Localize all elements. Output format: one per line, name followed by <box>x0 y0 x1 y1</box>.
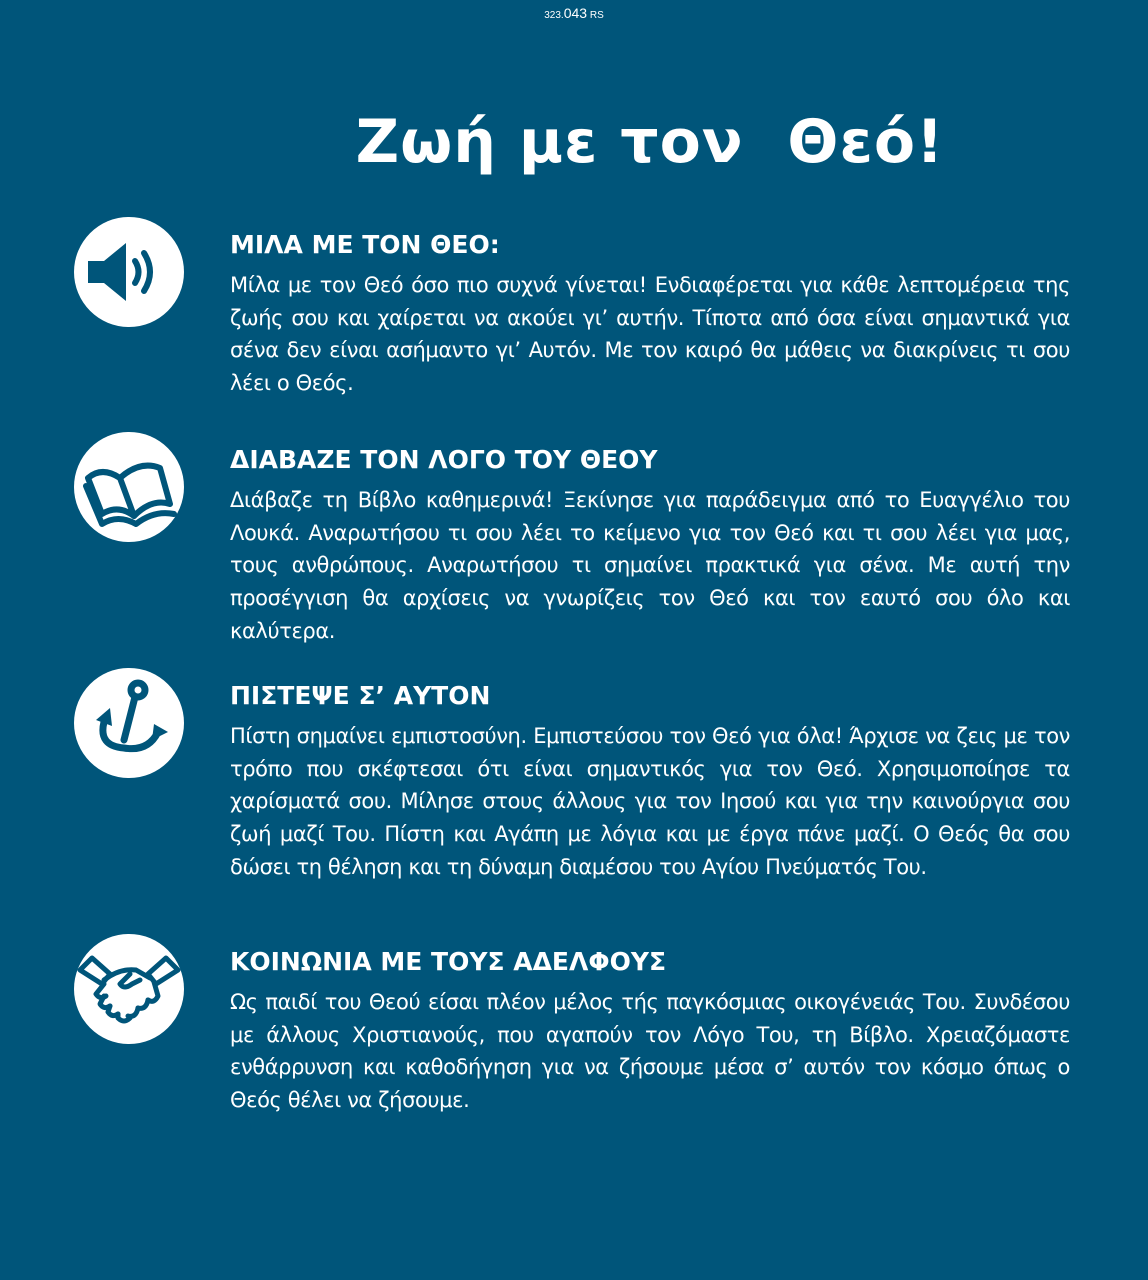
open-book-icon <box>74 432 184 542</box>
anchor-icon <box>74 668 184 778</box>
section-body: Ως παιδί του Θεού είσαι πλέον μέλος τής παγκόσμιας οικογένειάς Του. Συνδέσου με άλλους Χριστιανούς, που αγαπούν τον Λόγο Του, τη Βίβλο. Χρειαζόμαστε ενθάρρυνση και καθοδήγηση για να ζήσουμε μέσα σ’ αυτόν τον κόσμο όπως ο Θεός θέλει να ζήσουμε. <box>230 990 1070 1113</box>
page-code-suffix: RS <box>587 10 604 21</box>
page-code-number-small: 323. <box>544 10 564 21</box>
section-heading: ΠΙΣΤΕΨΕ Σ’ ΑΥΤΟΝ <box>230 681 491 710</box>
section-body: Πίστη σημαίνει εμπιστοσύνη. Εμπιστεύσου τον Θεό για όλα! Άρχισε να ζεις με τον τρόπο που σκέφτεσαι ότι είναι σημαντικός για τον Θεό. Χρησιμοποίησε τα χαρίσματά σου. Μίλησε στους άλλους για τον Ιησού και για την καινούργια σου ζωή μαζί Του. Πίστη και Αγάπη με λόγια και με έργα πάνε μαζί. Ο Θεός θα σου δώσει τη θέληση και τη δύναμη διαμέσου του Αγίου Πνεύματός Του. <box>230 724 1070 879</box>
handshake-icon <box>74 934 184 1044</box>
page-code <box>0 5 1148 21</box>
section-heading: ΜΙΛΑ ΜΕ ΤΟΝ ΘΕΟ: <box>230 230 500 259</box>
speaker-icon <box>74 217 184 327</box>
section-heading: ΚΟΙΝΩΝΙΑ ΜΕ ΤΟΥΣ ΑΔΕΛΦΟΥΣ <box>230 947 667 976</box>
section-body: Μίλα με τον Θεό όσο πιο συχνά γίνεται! Ενδιαφέρεται για κάθε λεπτομέρεια της ζωής σου και χαίρεται να ακούει γι’ αυτήν. Τίποτα από όσα είναι σημαντικά για σένα δεν είναι ασήμαντο γι’ Αυτόν. Με τον καιρό θα μάθεις να διακρίνεις τι σου λέει ο Θεός. <box>230 273 1070 396</box>
page-title: Ζωή με τον Θεό! <box>355 107 945 177</box>
section-heading: ΔΙΑΒΑΖΕ ΤΟΝ ΛΟΓΟ ΤΟΥ ΘΕΟΥ <box>230 445 658 474</box>
page-code-number-large: 043 <box>563 5 588 21</box>
section-body: Διάβαζε τη Βίβλο καθημερινά! Ξεκίνησε για παράδειγμα από το Ευαγγέλιο του Λουκά. Αναρωτήσου τι σου λέει το κείμενο για τον Θεό και τι σου λέει για μας, τους ανθρώπους. Αναρωτήσου τι σημαίνει πρακτικά για σένα. Με αυτή την προσέγγιση θα αρχίσεις να γνωρίζεις τον Θεό και τον εαυτό σου όλο και καλύτερα. <box>230 488 1070 643</box>
